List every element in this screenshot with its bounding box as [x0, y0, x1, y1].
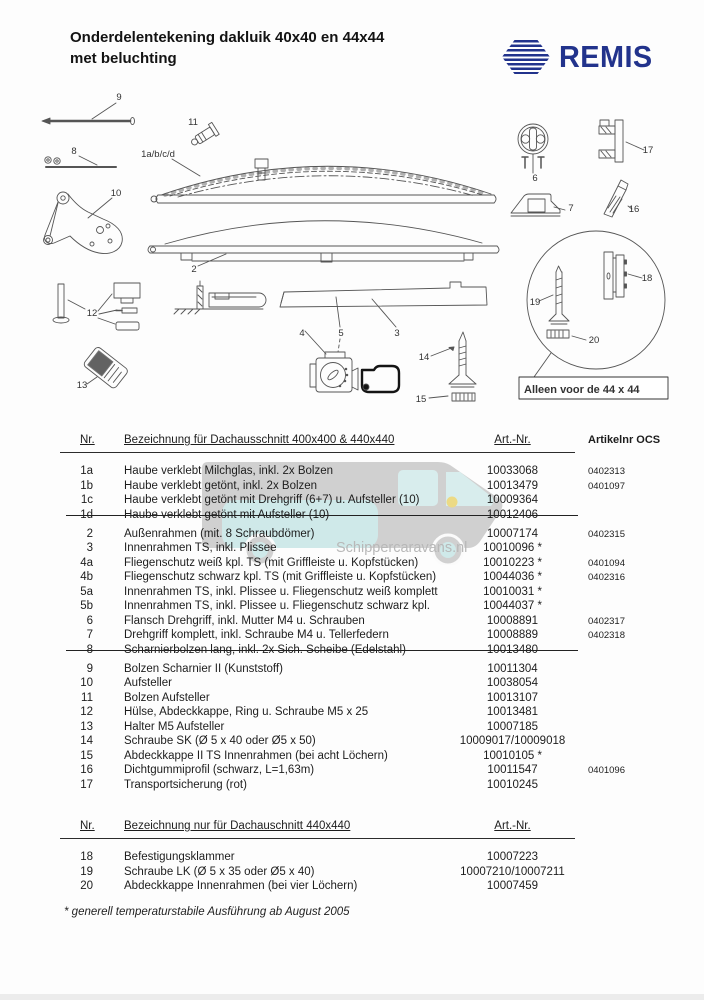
diagram-label: 8	[71, 146, 77, 157]
row-nr: 1d	[80, 508, 93, 521]
row-description: Befestigungsklammer	[124, 851, 235, 863]
diagram-label: 18	[641, 273, 653, 284]
row-artnr: 10013481	[486, 706, 539, 718]
part-13-holder	[83, 346, 129, 390]
diagram-label: 9	[116, 92, 122, 103]
row-artnr: 10008889	[486, 629, 539, 641]
row-nr: 12	[80, 706, 93, 718]
table-row	[60, 556, 700, 571]
row-description: Bolzen Scharnier II (Kunststoff)	[124, 662, 283, 675]
row-nr: 8	[86, 643, 93, 656]
remis-logo	[502, 39, 660, 75]
diagram-label: 7	[568, 203, 574, 214]
row-nr: 16	[80, 764, 93, 776]
row-description: Schraube LK (Ø 5 x 35 oder Ø5 x 40)	[124, 865, 315, 878]
table2-header-nr: Nr.	[80, 820, 95, 832]
row-nr: 3	[86, 542, 93, 554]
row-nr: 13	[80, 720, 93, 733]
row-description: Scharnierbolzen lang, inkl. 2x Sich. Scheibe (Edelstahl)	[124, 643, 406, 656]
remis-hexagon-icon	[502, 40, 550, 74]
part-17-transport-lock	[599, 120, 644, 162]
row-artnr: 10013107	[486, 691, 539, 704]
table-row	[60, 865, 700, 880]
row-artnr: 10011304	[487, 662, 538, 675]
row-description: Innenrahmen TS, inkl. Plissee u. Fliegenschutz schwarz kpl.	[124, 600, 430, 612]
vent-dial-unit	[310, 352, 399, 392]
diagram-label: 20	[588, 335, 600, 346]
part-7-handle	[511, 194, 565, 216]
diagram-label: 12	[86, 308, 98, 319]
row-nr: 18	[80, 851, 93, 863]
row-ocs: 0402318	[588, 630, 625, 641]
diagram-label: 13	[76, 380, 88, 391]
row-description: Halter M5 Aufsteller	[124, 720, 225, 733]
row-nr: 17	[80, 778, 93, 791]
part-12-group	[53, 283, 140, 330]
table-row	[60, 850, 700, 865]
row-nr: 11	[81, 691, 93, 704]
row-description: Abdeckkappe Innenrahmen (bei vier Löchern)	[124, 880, 358, 892]
table-row	[60, 662, 700, 677]
table-row	[60, 541, 700, 556]
row-artnr: 10007223	[486, 851, 539, 863]
row-nr: 7	[86, 629, 93, 641]
table-row	[60, 778, 700, 793]
row-description: Dichtgummiprofil (schwarz, L=1,63m)	[124, 764, 315, 776]
table-row	[60, 628, 700, 643]
footnote: * generell temperaturstabile Ausführung ab August 2005	[64, 906, 350, 918]
row-description: Abdeckkappe II TS Innenrahmen (bei acht Löchern)	[124, 749, 388, 762]
strikethrough-line	[66, 515, 578, 516]
diagram-label: 5	[338, 328, 344, 339]
part-14-screw	[431, 332, 476, 387]
row-description: Haube verklebt getönt mit Aufsteller (10)	[124, 508, 330, 521]
row-description: Innenrahmen TS, inkl. Plissee	[124, 542, 277, 554]
row-artnr: 10009364	[486, 494, 539, 506]
row-artnr: 10007210/10007211	[460, 865, 565, 878]
part-6-flange-knob	[518, 124, 548, 173]
brand-name: REMIS	[559, 39, 653, 74]
detail-circle-44x44	[527, 231, 665, 377]
row-description: Haube verklebt getönt, inkl. 2x Bolzen	[124, 479, 318, 492]
diagram-label: 11	[188, 117, 198, 128]
table2-header	[60, 820, 575, 839]
row-description: Flansch Drehgriff, inkl. Mutter M4 u. Schrauben	[124, 614, 365, 627]
parts-table-440x440	[60, 820, 700, 894]
table2-rows	[60, 850, 700, 894]
row-nr: 1a	[80, 465, 93, 477]
row-artnr: 10012406	[486, 508, 539, 521]
row-nr: 20	[80, 880, 93, 892]
row-description: Aufsteller	[124, 677, 172, 689]
row-nr: 5b	[80, 600, 93, 612]
row-description: Innenrahmen TS, inkl. Plissee u. Fliegenschutz weiß komplett	[124, 585, 438, 598]
table2-header-artnr: Art.-Nr.	[494, 820, 531, 832]
table-row	[60, 479, 700, 494]
row-artnr: 10007174	[486, 527, 539, 540]
frame-corner-profile	[174, 281, 266, 314]
table-row	[60, 508, 700, 523]
watermark-text: Schippercaravans.nl	[336, 540, 468, 556]
row-description: Haube verklebt Milchglas, inkl. 2x Bolzen	[124, 465, 334, 477]
row-description: Fliegenschutz weiß kpl. TS (mit Griffleiste u. Kopfstücken)	[124, 556, 419, 569]
strikethrough-line	[66, 650, 578, 651]
title-line-1: Onderdelentekening dakluik 40x40 en 44x44	[70, 29, 385, 46]
table-row	[60, 643, 700, 658]
diagram-label: 4	[299, 328, 305, 339]
row-ocs: 0401096	[588, 765, 625, 776]
diagram-label: 6	[532, 173, 538, 184]
leader-1a	[172, 159, 200, 176]
row-nr: 2	[86, 527, 93, 540]
row-artnr: 10010245	[486, 778, 539, 791]
row-artnr: 10038054	[486, 677, 539, 689]
title-line-2: met beluchting	[70, 50, 177, 67]
table1-header	[60, 434, 661, 453]
row-ocs: 0402315	[588, 528, 625, 540]
row-nr: 9	[86, 662, 93, 675]
row-artnr: 10033068	[486, 465, 539, 477]
table-row	[60, 614, 700, 629]
part-10-lifter-arm	[44, 192, 123, 254]
table-row	[60, 599, 700, 614]
table-row	[60, 585, 700, 600]
diagram-labels	[71, 92, 653, 405]
row-nr: 10	[80, 677, 93, 689]
diagram-label: 10	[110, 188, 122, 199]
row-artnr: 10007185	[486, 720, 539, 733]
row-artnr: 10044036 *	[483, 571, 542, 583]
table-row	[60, 676, 700, 691]
table-row	[60, 705, 700, 720]
table-row	[60, 691, 700, 706]
row-artnr: 10010223 *	[483, 556, 542, 569]
table1-header-nr: Nr.	[80, 434, 95, 446]
part-9-rod	[42, 103, 135, 125]
part-2-outer-frame	[148, 221, 499, 266]
row-artnr: 10010096 *	[483, 542, 542, 554]
table1-header-description: Bezeichnung für Dachausschnitt 400x400 & 440x440	[124, 434, 395, 446]
diagram-label: 3	[394, 328, 400, 339]
row-nr: 19	[80, 865, 93, 878]
table-row	[60, 749, 700, 764]
diagram-label: Alleen voor de 44 x 44	[524, 384, 640, 396]
row-description: Fliegenschutz schwarz kpl. TS (mit Griffleiste u. Kopfstücken)	[124, 571, 437, 583]
diagram-label: 16	[628, 204, 640, 215]
part-8-rod	[45, 156, 116, 167]
table-row	[60, 734, 700, 749]
diagram-label: 14	[418, 352, 430, 363]
row-nr: 15	[80, 749, 93, 762]
row-artnr: 10009017/10009018	[459, 735, 566, 747]
row-nr: 6	[86, 614, 93, 627]
table2-header-description: Bezeichnung nur für Dachauschnitt 440x440	[124, 820, 351, 832]
row-description: Schraube SK (Ø 5 x 40 oder Ø5 x 50)	[124, 735, 316, 747]
row-artnr: 10013479	[486, 479, 539, 492]
table-row	[60, 527, 700, 542]
scan-bottom-edge	[0, 994, 704, 1000]
row-description: Hülse, Abdeckkappe, Ring u. Schraube M5 x 25	[124, 706, 369, 718]
table-row	[60, 493, 700, 508]
row-ocs: 0401094	[588, 557, 625, 569]
diagram-label: 17	[642, 145, 654, 156]
row-artnr: 10013480	[486, 643, 539, 656]
row-artnr: 10010031 *	[483, 585, 542, 598]
row-nr: 14	[80, 735, 93, 747]
row-ocs: 0402317	[588, 615, 625, 627]
row-nr: 4a	[80, 556, 93, 569]
row-ocs: 0401097	[588, 480, 625, 492]
row-description: Außenrahmen (mit. 8 Schraubdömer)	[124, 527, 315, 540]
table-row	[60, 464, 700, 479]
exploded-parts-diagram	[0, 85, 704, 420]
table1-header-artnr: Art.-Nr.	[494, 434, 531, 446]
part-1-dome	[151, 159, 496, 203]
row-nr: 1b	[80, 479, 93, 492]
page-title	[70, 27, 384, 69]
table-row	[60, 763, 700, 778]
table-row	[60, 570, 700, 585]
diagram-label: 2	[191, 264, 197, 275]
row-artnr: 10044037 *	[483, 600, 542, 612]
row-artnr: 10010105 *	[483, 749, 542, 762]
row-description: Drehgriff komplett, inkl. Schraube M4 u. Tellerfedern	[124, 629, 389, 641]
row-description: Transportsicherung (rot)	[124, 778, 247, 791]
diagram-label: 19	[529, 297, 541, 308]
part-15-cap	[429, 393, 475, 401]
row-nr: 5a	[80, 585, 93, 598]
row-description: Haube verklebt getönt mit Drehgriff (6+7) u. Aufsteller (10)	[124, 494, 420, 506]
row-artnr: 10007459	[486, 880, 539, 892]
row-nr: 4b	[80, 571, 93, 583]
parts-table-400x400	[60, 434, 700, 792]
row-artnr: 10011547	[487, 764, 538, 776]
row-ocs: 0402316	[588, 572, 625, 583]
table-row	[60, 720, 700, 735]
diagram-label: 1a/b/c/d	[141, 149, 175, 160]
table1-rows	[60, 464, 700, 792]
part-3-inner-frame	[280, 282, 487, 354]
diagram-label: 15	[415, 394, 427, 405]
row-artnr: 10008891	[486, 614, 539, 627]
table-row	[60, 879, 700, 894]
row-nr: 1c	[80, 494, 93, 506]
row-description: Bolzen Aufsteller	[124, 691, 210, 704]
row-ocs: 0402313	[588, 466, 625, 477]
table1-header-ocs: Artikelnr OCS	[588, 434, 661, 446]
